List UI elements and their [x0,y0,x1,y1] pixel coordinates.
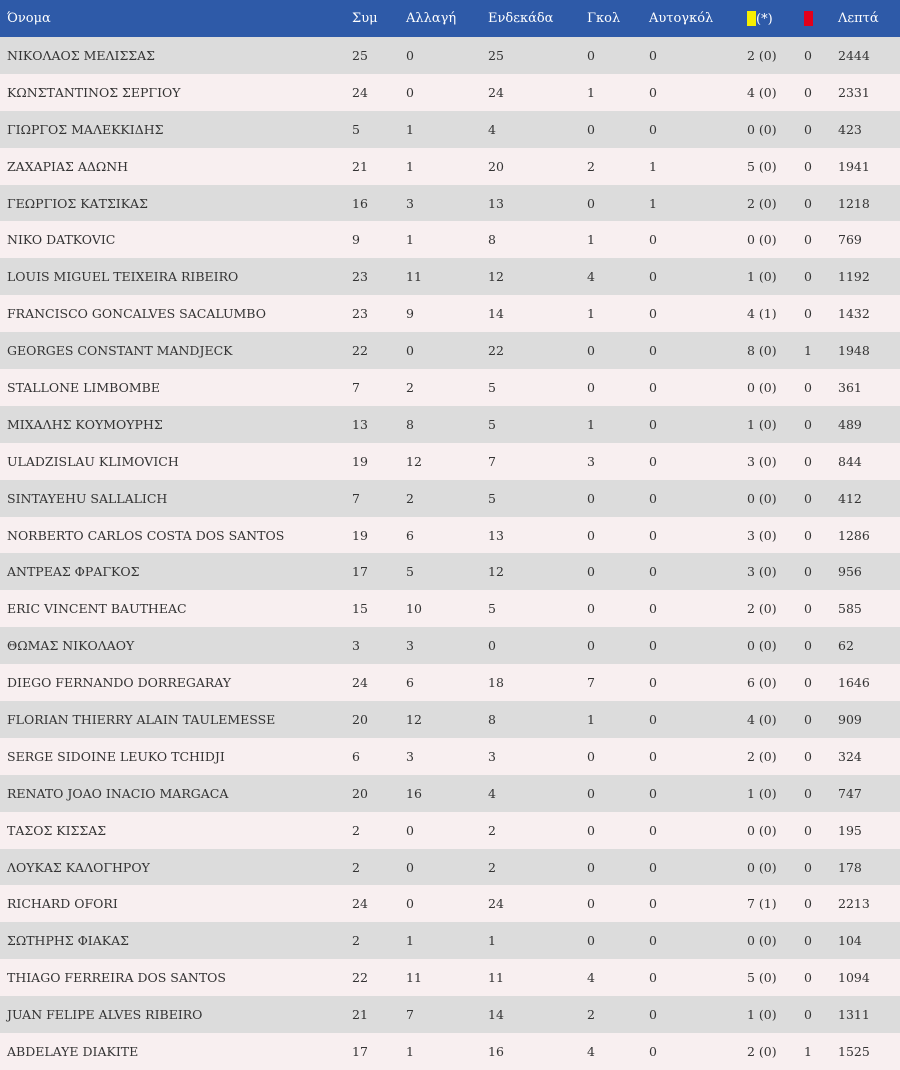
table-row [0,37,900,74]
own-goals-cell: 0 [649,379,657,395]
subs-cell: 3 [406,638,414,654]
apps-cell: 24 [352,84,368,100]
minutes-cell: 1432 [838,306,870,322]
starts-cell: 2 [488,859,496,875]
goals-cell: 2 [587,1007,595,1023]
apps-cell: 2 [352,933,360,949]
apps-cell: 23 [352,269,368,285]
yellow-cards-cell: 0 (0) [747,121,777,137]
table-row [0,738,900,775]
subs-cell: 0 [406,822,414,838]
apps-cell: 7 [352,490,360,506]
goals-cell: 2 [587,158,595,174]
own-goals-cell: 0 [649,896,657,912]
red-cards-cell: 0 [804,638,812,654]
apps-cell: 2 [352,859,360,875]
red-cards-cell: 0 [804,601,812,617]
goals-cell: 0 [587,564,595,580]
player-name: SERGE SIDOINE LEUKO TCHIDJI [7,748,225,764]
table-row [0,258,900,295]
starts-cell: 20 [488,158,504,174]
minutes-cell: 1286 [838,527,870,543]
minutes-cell: 909 [838,711,862,727]
col-header-name[interactable]: Όνομα [7,11,51,26]
player-name: ΛΟΥΚΑΣ ΚΑΛΟΓΗΡΟΥ [7,859,150,875]
own-goals-cell: 0 [649,933,657,949]
starts-cell: 7 [488,453,496,469]
starts-cell: 5 [488,416,496,432]
minutes-cell: 1941 [838,158,870,174]
minutes-cell: 489 [838,416,862,432]
own-goals-cell: 0 [649,1043,657,1059]
red-cards-cell: 0 [804,785,812,801]
red-card-icon [804,11,813,26]
yellow-cards-cell: 1 (0) [747,416,777,432]
red-cards-cell: 0 [804,269,812,285]
red-cards-cell: 0 [804,379,812,395]
col-header-own-goals[interactable]: Αυτογκόλ [649,11,714,26]
red-cards-cell: 0 [804,896,812,912]
apps-cell: 25 [352,47,368,63]
subs-cell: 0 [406,84,414,100]
own-goals-cell: 0 [649,490,657,506]
subs-cell: 1 [406,232,414,248]
goals-cell: 0 [587,343,595,359]
col-header-apps[interactable]: Συμ [352,11,378,26]
starts-cell: 22 [488,343,504,359]
player-name: LOUIS MIGUEL TEIXEIRA RIBEIRO [7,269,239,285]
own-goals-cell: 0 [649,970,657,986]
minutes-cell: 747 [838,785,862,801]
player-name: ULADZISLAU KLIMOVICH [7,453,179,469]
apps-cell: 6 [352,748,360,764]
minutes-cell: 62 [838,638,854,654]
player-name: SINTAYEHU SALLALICH [7,490,168,506]
apps-cell: 19 [352,453,368,469]
yellow-cards-cell: 2 (0) [747,1043,777,1059]
apps-cell: 21 [352,158,368,174]
own-goals-cell: 0 [649,47,657,63]
goals-cell: 0 [587,638,595,654]
player-name: ABDELAYE DIAKITE [7,1043,139,1059]
minutes-cell: 324 [838,748,862,764]
subs-cell: 8 [406,416,414,432]
subs-cell: 11 [406,970,422,986]
apps-cell: 24 [352,896,368,912]
goals-cell: 0 [587,748,595,764]
table-row [0,812,900,849]
minutes-cell: 1192 [838,269,870,285]
yellow-cards-cell: 5 (0) [747,158,777,174]
player-name: ΤΑΣΟΣ ΚΙΣΣΑΣ [7,822,107,838]
yellow-cards-cell: 0 (0) [747,379,777,395]
subs-cell: 3 [406,195,414,211]
table-row [0,443,900,480]
yellow-cards-cell: 0 (0) [747,232,777,248]
red-cards-cell: 0 [804,822,812,838]
yellow-cards-cell: 4 (1) [747,306,777,322]
table-row [0,406,900,443]
red-cards-cell: 1 [804,1043,812,1059]
yellow-cards-cell: 0 (0) [747,859,777,875]
subs-cell: 16 [406,785,422,801]
player-name: STALLONE LIMBOMBE [7,379,160,395]
minutes-cell: 769 [838,232,862,248]
apps-cell: 9 [352,232,360,248]
own-goals-cell: 1 [649,195,657,211]
red-cards-cell: 1 [804,343,812,359]
yellow-cards-cell: 3 (0) [747,564,777,580]
red-cards-cell: 0 [804,564,812,580]
col-header-red-cards[interactable] [804,0,838,37]
subs-cell: 0 [406,47,414,63]
goals-cell: 0 [587,859,595,875]
subs-cell: 1 [406,933,414,949]
subs-cell: 7 [406,1007,414,1023]
player-name: ERIC VINCENT BAUTHEAC [7,601,187,617]
starts-cell: 13 [488,195,504,211]
minutes-cell: 412 [838,490,862,506]
red-cards-cell: 0 [804,121,812,137]
apps-cell: 20 [352,785,368,801]
apps-cell: 16 [352,195,368,211]
own-goals-cell: 1 [649,158,657,174]
subs-cell: 9 [406,306,414,322]
table-row [0,1033,900,1070]
red-cards-cell: 0 [804,416,812,432]
goals-cell: 0 [587,896,595,912]
own-goals-cell: 0 [649,527,657,543]
table-row [0,959,900,996]
starts-cell: 12 [488,269,504,285]
yellow-cards-cell: 2 (0) [747,47,777,63]
own-goals-cell: 0 [649,121,657,137]
player-name: GEORGES CONSTANT MANDJECK [7,343,233,359]
goals-cell: 1 [587,232,595,248]
table-row [0,553,900,590]
table-row [0,701,900,738]
subs-cell: 6 [406,527,414,543]
own-goals-cell: 0 [649,453,657,469]
starts-cell: 24 [488,896,504,912]
table-row [0,221,900,258]
apps-cell: 23 [352,306,368,322]
goals-cell: 0 [587,379,595,395]
own-goals-cell: 0 [649,306,657,322]
starts-cell: 11 [488,970,504,986]
player-name: FRANCISCO GONCALVES SACALUMBO [7,306,266,322]
player-name: ΚΩΝΣΤΑΝΤΙΝΟΣ ΣΕΡΓΙΟΥ [7,84,181,100]
table-row [0,664,900,701]
goals-cell: 0 [587,822,595,838]
player-name: RENATO JOAO INACIO MARGACA [7,785,229,801]
own-goals-cell: 0 [649,84,657,100]
red-cards-cell: 0 [804,748,812,764]
subs-cell: 6 [406,675,414,691]
starts-cell: 8 [488,711,496,727]
player-name: ΖΑΧΑΡΙΑΣ ΑΔΩΝΗ [7,158,129,174]
minutes-cell: 423 [838,121,862,137]
goals-cell: 0 [587,527,595,543]
starts-cell: 0 [488,638,496,654]
starts-cell: 8 [488,232,496,248]
table-row [0,517,900,554]
red-cards-cell: 0 [804,47,812,63]
minutes-cell: 585 [838,601,862,617]
player-name: ΣΩΤΗΡΗΣ ΦΙΑΚΑΣ [7,933,129,949]
goals-cell: 7 [587,675,595,691]
yellow-cards-cell: 3 (0) [747,453,777,469]
yellow-cards-cell: 2 (0) [747,601,777,617]
subs-cell: 12 [406,453,422,469]
own-goals-cell: 0 [649,785,657,801]
table-row [0,480,900,517]
goals-cell: 3 [587,453,595,469]
starts-cell: 2 [488,822,496,838]
apps-cell: 7 [352,379,360,395]
red-cards-cell: 0 [804,1007,812,1023]
table-header [0,0,900,37]
yellow-cards-cell: 1 (0) [747,269,777,285]
red-cards-cell: 0 [804,306,812,322]
yellow-cards-cell: 3 (0) [747,527,777,543]
minutes-cell: 2444 [838,47,870,63]
own-goals-cell: 0 [649,711,657,727]
own-goals-cell: 0 [649,638,657,654]
table-row [0,74,900,111]
goals-cell: 4 [587,1043,595,1059]
red-cards-cell: 0 [804,711,812,727]
apps-cell: 24 [352,675,368,691]
table-row [0,332,900,369]
table-row [0,369,900,406]
player-name: ΘΩΜΑΣ ΝΙΚΟΛΑΟΥ [7,638,135,654]
starts-cell: 24 [488,84,504,100]
own-goals-cell: 0 [649,822,657,838]
apps-cell: 13 [352,416,368,432]
starts-cell: 12 [488,564,504,580]
subs-cell: 1 [406,158,414,174]
minutes-cell: 104 [838,933,862,949]
subs-cell: 12 [406,711,422,727]
own-goals-cell: 0 [649,859,657,875]
goals-cell: 0 [587,490,595,506]
goals-cell: 1 [587,416,595,432]
yellow-cards-suffix: (*) [756,11,773,27]
starts-cell: 18 [488,675,504,691]
player-name: FLORIAN THIERRY ALAIN TAULEMESSE [7,711,276,727]
own-goals-cell: 0 [649,1007,657,1023]
minutes-cell: 1948 [838,343,870,359]
goals-cell: 0 [587,601,595,617]
player-name: NIKO DATKOVIC [7,232,116,248]
yellow-cards-cell: 4 (0) [747,711,777,727]
minutes-cell: 1218 [838,195,870,211]
subs-cell: 2 [406,379,414,395]
minutes-cell: 178 [838,859,862,875]
player-name: ΜΙΧΑΛΗΣ ΚΟΥΜΟΥΡΗΣ [7,416,163,432]
goals-cell: 4 [587,970,595,986]
yellow-cards-cell: 2 (0) [747,748,777,764]
red-cards-cell: 0 [804,84,812,100]
table-row [0,996,900,1033]
goals-cell: 0 [587,933,595,949]
yellow-cards-cell: 6 (0) [747,675,777,691]
player-name: ΓΕΩΡΓΙΟΣ ΚΑΤΣΙΚΑΣ [7,195,148,211]
table-row [0,295,900,332]
starts-cell: 4 [488,785,496,801]
starts-cell: 5 [488,379,496,395]
starts-cell: 1 [488,933,496,949]
starts-cell: 5 [488,490,496,506]
starts-cell: 13 [488,527,504,543]
starts-cell: 3 [488,748,496,764]
yellow-cards-cell: 8 (0) [747,343,777,359]
apps-cell: 15 [352,601,368,617]
starts-cell: 14 [488,1007,504,1023]
red-cards-cell: 0 [804,158,812,174]
header-row [0,0,900,37]
minutes-cell: 956 [838,564,862,580]
apps-cell: 17 [352,1043,368,1059]
own-goals-cell: 0 [649,416,657,432]
goals-cell: 1 [587,711,595,727]
red-cards-cell: 0 [804,933,812,949]
table-row [0,148,900,185]
yellow-cards-cell: 2 (0) [747,195,777,211]
goals-cell: 0 [587,785,595,801]
goals-cell: 1 [587,84,595,100]
yellow-cards-cell: 4 (0) [747,84,777,100]
yellow-card-icon [747,11,756,26]
own-goals-cell: 0 [649,564,657,580]
yellow-cards-cell: 5 (0) [747,970,777,986]
apps-cell: 5 [352,121,360,137]
player-name: THIAGO FERREIRA DOS SANTOS [7,970,226,986]
player-name: RICHARD OFORI [7,896,118,912]
player-name: ΝΙΚΟΛΑΟΣ ΜΕΛΙΣΣΑΣ [7,47,156,63]
starts-cell: 5 [488,601,496,617]
table-row [0,185,900,222]
apps-cell: 20 [352,711,368,727]
red-cards-cell: 0 [804,195,812,211]
goals-cell: 4 [587,269,595,285]
minutes-cell: 2213 [838,896,870,912]
apps-cell: 17 [352,564,368,580]
subs-cell: 0 [406,343,414,359]
red-cards-cell: 0 [804,232,812,248]
subs-cell: 0 [406,896,414,912]
apps-cell: 22 [352,970,368,986]
goals-cell: 0 [587,47,595,63]
apps-cell: 22 [352,343,368,359]
minutes-cell: 2331 [838,84,870,100]
player-name: NORBERTO CARLOS COSTA DOS SANTOS [7,527,285,543]
table-row [0,627,900,664]
col-header-subs[interactable]: Αλλαγή [406,11,457,26]
subs-cell: 1 [406,121,414,137]
starts-cell: 16 [488,1043,504,1059]
apps-cell: 2 [352,822,360,838]
table-row [0,775,900,812]
minutes-cell: 1311 [838,1007,870,1023]
goals-cell: 0 [587,195,595,211]
yellow-cards-cell: 1 (0) [747,1007,777,1023]
minutes-cell: 1646 [838,675,870,691]
own-goals-cell: 0 [649,232,657,248]
yellow-cards-cell: 1 (0) [747,785,777,801]
red-cards-cell: 0 [804,527,812,543]
minutes-cell: 844 [838,453,862,469]
player-name: JUAN FELIPE ALVES RIBEIRO [7,1007,203,1023]
own-goals-cell: 0 [649,343,657,359]
subs-cell: 0 [406,859,414,875]
own-goals-cell: 0 [649,601,657,617]
red-cards-cell: 0 [804,859,812,875]
col-header-starts[interactable]: Ενδεκάδα [488,11,554,26]
red-cards-cell: 0 [804,453,812,469]
table-row [0,111,900,148]
subs-cell: 11 [406,269,422,285]
table-row [0,922,900,959]
col-header-goals[interactable]: Γκολ [587,11,621,26]
yellow-cards-cell: 7 (1) [747,896,777,912]
col-header-yellow-cards[interactable] [747,0,804,37]
red-cards-cell: 0 [804,970,812,986]
table-row [0,885,900,922]
yellow-cards-cell: 0 (0) [747,822,777,838]
subs-cell: 2 [406,490,414,506]
goals-cell: 0 [587,121,595,137]
apps-cell: 3 [352,638,360,654]
yellow-cards-cell: 0 (0) [747,490,777,506]
subs-cell: 5 [406,564,414,580]
starts-cell: 14 [488,306,504,322]
starts-cell: 4 [488,121,496,137]
apps-cell: 21 [352,1007,368,1023]
minutes-cell: 1525 [838,1043,870,1059]
subs-cell: 3 [406,748,414,764]
table-row [0,849,900,886]
minutes-cell: 1094 [838,970,870,986]
own-goals-cell: 0 [649,675,657,691]
yellow-cards-cell: 0 (0) [747,638,777,654]
yellow-cards-cell: 0 (0) [747,933,777,949]
starts-cell: 25 [488,47,504,63]
table-body [0,37,900,1070]
apps-cell: 19 [352,527,368,543]
minutes-cell: 361 [838,379,862,395]
player-name: DIEGO FERNANDO DORREGARAY [7,675,232,691]
player-name: ΓΙΩΡΓΟΣ ΜΑΛΕΚΚΙΔΗΣ [7,121,164,137]
minutes-cell: 195 [838,822,862,838]
col-header-minutes[interactable]: Λεπτά [838,11,879,26]
goals-cell: 1 [587,306,595,322]
subs-cell: 10 [406,601,422,617]
own-goals-cell: 0 [649,269,657,285]
red-cards-cell: 0 [804,490,812,506]
player-name: ΑΝΤΡΕΑΣ ΦΡΑΓΚΟΣ [7,564,140,580]
own-goals-cell: 0 [649,748,657,764]
table-row [0,590,900,627]
subs-cell: 1 [406,1043,414,1059]
red-cards-cell: 0 [804,675,812,691]
